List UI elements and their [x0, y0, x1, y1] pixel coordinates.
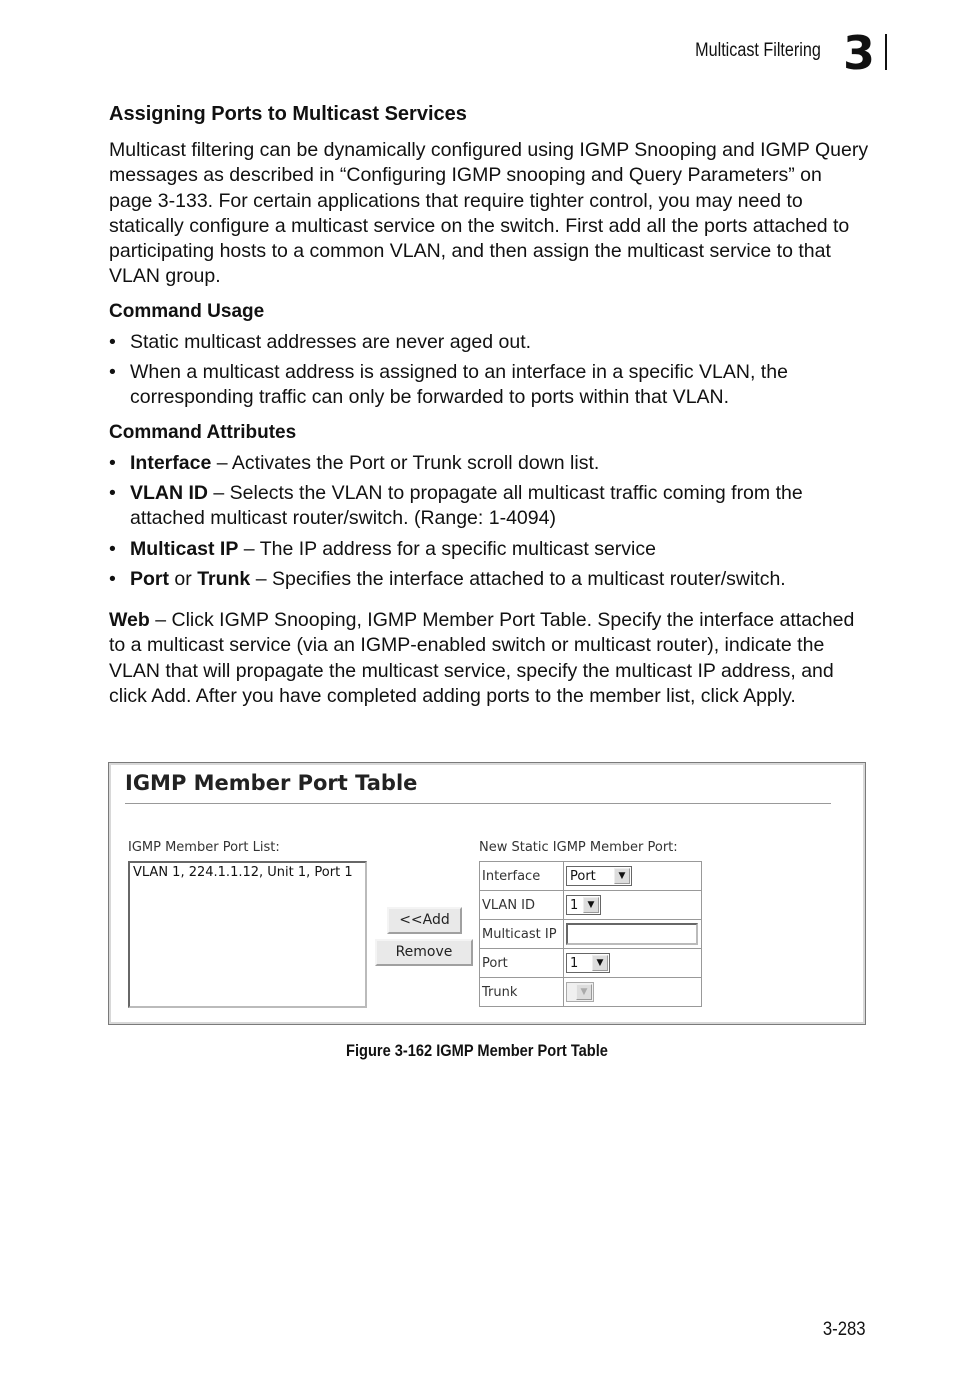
- page-number: 3-283: [823, 1319, 866, 1340]
- interface-label: Interface: [480, 862, 564, 891]
- command-attributes-heading: Command Attributes: [109, 421, 297, 443]
- table-row: [480, 862, 702, 891]
- command-usage-list: [109, 330, 869, 411]
- port-label: Port: [480, 949, 564, 978]
- port-select[interactable]: 1 ▼: [566, 953, 610, 973]
- interface-select[interactable]: Port ▼: [566, 866, 632, 886]
- new-member-form: [479, 861, 702, 1007]
- intro-paragraph: Multicast filtering can be dynamically configured using IGMP Snooping and IGMP Query messages as described in “Configuring IGMP snooping and Query Parameters” on page 3-133. For certain applications that require tighter control, you may need to statically configure a multicast service on the switch. First add all the ports attached to participating hosts to a common VLAN, and then assign the multicast service to that VLAN group.: [109, 139, 869, 288]
- table-row: [480, 891, 702, 920]
- list-item: • Interface – Activates the Port or Trunk scroll down list.: [109, 451, 600, 474]
- command-usage-heading: Command Usage: [109, 300, 265, 322]
- table-row: [480, 949, 702, 978]
- web-paragraph: Web – Click IGMP Snooping, IGMP Member Port Table. Specify the interface attached to a multicast service (via an IGMP-enabled switch or multicast router), indicate the VLAN that will propagate the multicast service, specify the multicast IP address, and click Add. After you have completed adding ports to the member list, click Apply.: [109, 609, 855, 708]
- page-content: [109, 102, 869, 709]
- running-header: Multicast Filtering: [695, 40, 821, 61]
- multicast-ip-label: Multicast IP: [480, 920, 564, 949]
- chevron-down-icon: ▼: [592, 955, 608, 971]
- list-item[interactable]: VLAN 1, 224.1.1.12, Unit 1, Port 1: [133, 865, 353, 880]
- chevron-down-icon: ▼: [576, 984, 592, 1000]
- member-port-listbox[interactable]: [128, 861, 367, 1008]
- vlan-id-label: VLAN ID: [480, 891, 564, 920]
- multicast-ip-input[interactable]: [566, 923, 698, 945]
- chapter-number: 3: [843, 26, 876, 80]
- figure-caption: Figure 3-162 IGMP Member Port Table: [346, 1041, 608, 1060]
- trunk-label: Trunk: [480, 978, 564, 1007]
- remove-button[interactable]: Remove: [375, 939, 473, 966]
- list-item: • Static multicast addresses are never aged out.: [109, 330, 532, 353]
- section-title: Assigning Ports to Multicast Services: [109, 103, 467, 125]
- list-item: • When a multicast address is assigned to an interface in a specific VLAN, the corresponding traffic can only be forwarded to ports within that VLAN.: [109, 361, 788, 409]
- table-row: [480, 920, 702, 949]
- member-list-label: IGMP Member Port List:: [128, 840, 280, 855]
- chevron-down-icon: ▼: [614, 868, 630, 884]
- chapter-divider: [885, 34, 887, 70]
- vlan-id-select[interactable]: 1 ▼: [566, 895, 601, 915]
- new-member-label: New Static IGMP Member Port:: [479, 840, 678, 855]
- title-divider: [125, 803, 831, 804]
- list-item: • Port or Trunk – Specifies the interface attached to a multicast router/switch.: [109, 567, 786, 590]
- list-item: • Multicast IP – The IP address for a specific multicast service: [109, 537, 656, 560]
- table-row: [480, 978, 702, 1007]
- chevron-down-icon: ▼: [583, 897, 599, 913]
- trunk-select[interactable]: [566, 982, 594, 1002]
- list-item: • VLAN ID – Selects the VLAN to propagate all multicast traffic coming from the attached multicast router/switch. (Range: 1-4094): [109, 481, 803, 530]
- add-button[interactable]: <<Add: [387, 907, 462, 934]
- command-attributes-list: [109, 451, 869, 592]
- figure-title: IGMP Member Port Table: [125, 771, 418, 795]
- igmp-member-port-table-figure: [108, 762, 866, 1025]
